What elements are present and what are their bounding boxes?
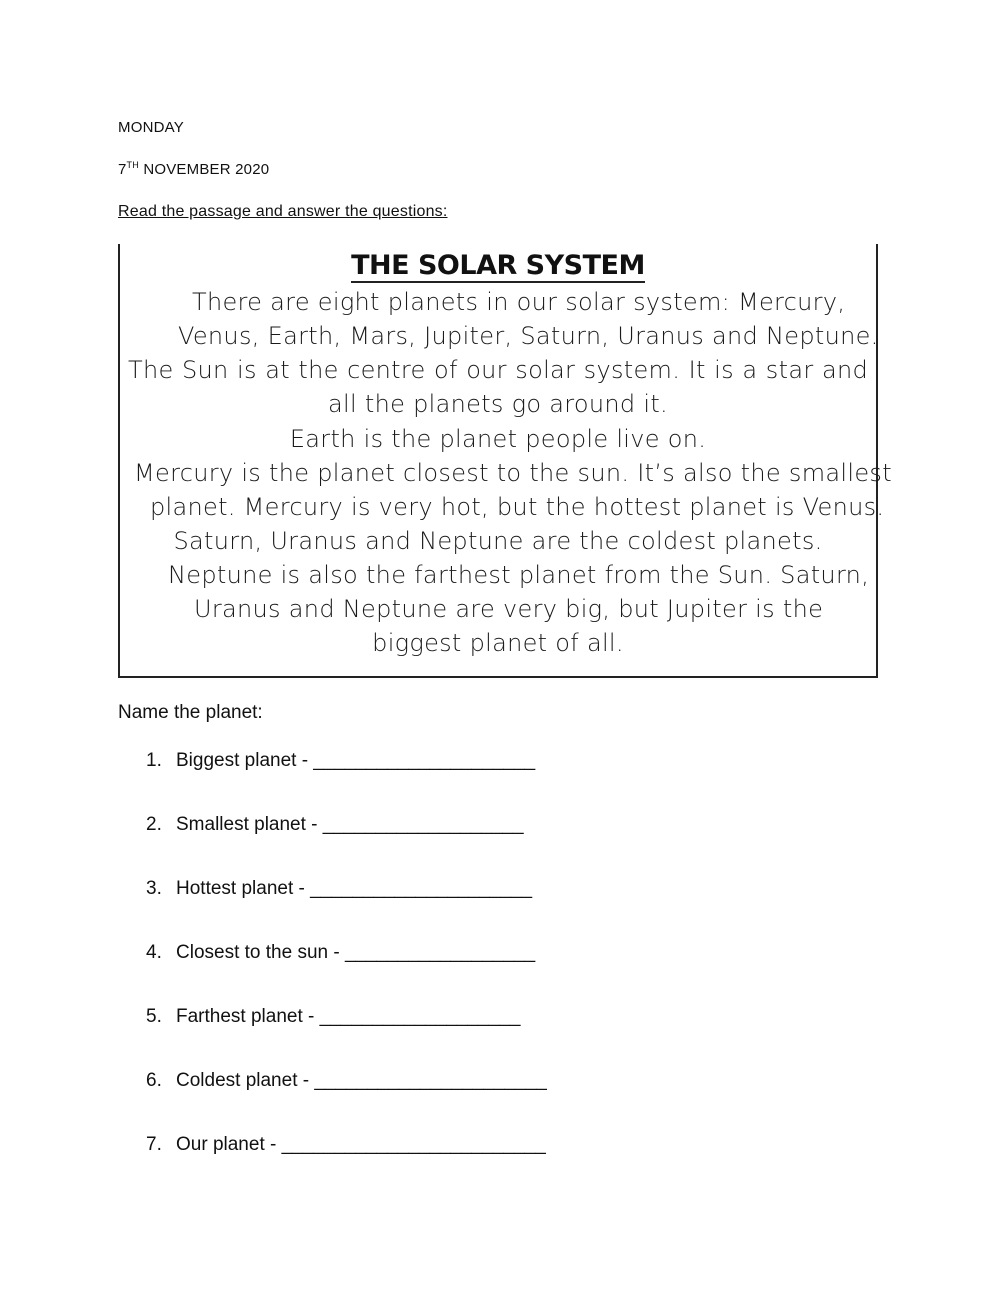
question-number: 1. [146,750,162,771]
question-item [146,878,532,900]
passage-line: Uranus and Neptune are very big, but Jupiter is the [194,595,824,623]
question-item [146,1134,546,1156]
date-day: 7 [118,161,127,178]
passage-line: Earth is the planet people live on. [289,425,707,453]
passage-line: There are eight planets in our solar system: Mercury, [192,288,846,316]
question-number: 7. [146,1134,162,1155]
passage-line: biggest planet of all. [372,629,624,657]
question-text: Our planet - _________________________ [176,1134,546,1155]
instruction: Read the passage and answer the questions: [118,203,448,220]
question-number: 4. [146,942,162,963]
passage-box [118,244,892,678]
question-number: 5. [146,1006,162,1027]
question-item [146,942,535,964]
question-number: 2. [146,814,162,835]
date-suffix: TH [126,160,139,170]
passage-line: planet. Mercury is very hot, but the hottest planet is Venus. [150,493,885,521]
question-text: Coldest planet - ______________________ [176,1070,547,1091]
date-rest: NOVEMBER 2020 [138,161,270,178]
question-item [146,1006,520,1028]
question-item [146,1070,547,1092]
passage-line: Venus, Earth, Mars, Jupiter, Saturn, Uranus and Neptune. [178,322,879,350]
passage-line: The Sun is at the centre of our solar system. It is a star and [128,356,868,384]
passage-title [120,250,876,281]
passage-line: Neptune is also the farthest planet from the Sun. Saturn, [168,561,870,589]
date-label [118,160,269,178]
question-text: Biggest planet - _____________________ [176,750,536,771]
question-text: Farthest planet - ___________________ [176,1006,521,1027]
question-number: 6. [146,1070,162,1091]
passage-line: Saturn, Uranus and Neptune are the coldest planets. [173,527,823,555]
question-text: Smallest planet - ___________________ [176,814,524,835]
question-text: Closest to the sun - __________________ [176,942,536,963]
question-text: Hottest planet - _____________________ [176,878,533,899]
day-label: MONDAY [118,119,184,136]
question-item [146,814,524,836]
questions-intro: Name the planet: [118,702,263,723]
passage-line: all the planets go around it. [328,390,668,418]
passage-title-text: THE SOLAR SYSTEM [351,250,645,281]
passage-line: Mercury is the planet closest to the sun. It’s also the smallest [134,459,892,487]
question-number: 3. [146,878,162,899]
question-item [146,750,535,772]
